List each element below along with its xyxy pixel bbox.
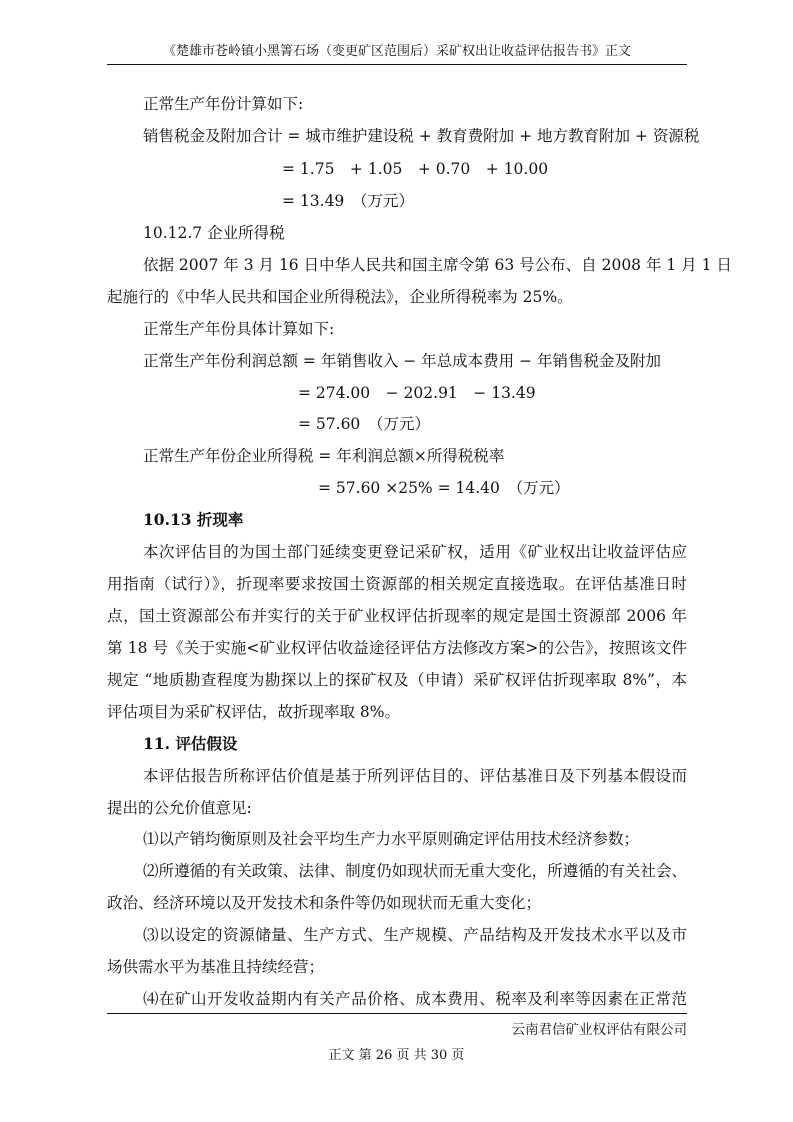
formula-line: = 274.00 − 202.91 − 13.49	[298, 384, 536, 402]
footer-company: 云南君信矿业权评估有限公司	[511, 1022, 687, 1038]
list-item-continuation: 政治、经济环境以及开发技术和条件等仍如现状而无重大变化；	[107, 894, 542, 912]
paragraph-line: 提出的公允价值意见:	[107, 799, 252, 817]
paragraph-line: 用指南（试行）》，折现率要求按国土资源部的相关规定直接选取。在评估基准日时	[107, 575, 687, 593]
list-item-continuation: 场供需水平为基准且持续经营；	[107, 958, 325, 976]
formula-line: = 1.75 + 1.05 + 0.70 + 10.00	[282, 160, 549, 178]
paragraph-line: 第 18 号《关于实施<矿业权评估收益途径评估方法修改方案>的公告》，按照该文件	[107, 639, 687, 657]
formula-line: = 57.60 （万元）	[298, 415, 431, 433]
section-heading: 11. 评估假设	[143, 734, 238, 753]
formula-line: 正常生产年份企业所得税 = 年利润总额×所得税税率	[143, 447, 505, 465]
calc-intro: 正常生产年份计算如下:	[143, 95, 304, 113]
list-item: ⑶以设定的资源储量、生产方式、生产规模、产品结构及开发技术水平以及市	[143, 926, 687, 944]
subsection-heading: 10.12.7 企业所得税	[143, 224, 285, 242]
calc-intro: 正常生产年份具体计算如下:	[143, 320, 335, 338]
section-heading: 10.13 折现率	[143, 510, 244, 529]
formula-line: = 13.49 （万元）	[282, 192, 415, 210]
formula-line: = 57.60 ×25% = 14.40 （万元）	[318, 479, 570, 497]
list-item: ⑷在矿山开发收益期内有关产品价格、成本费用、税率及利率等因素在正常范	[143, 990, 687, 1008]
running-header: 《楚雄市苍岭镇小黑箐石场（变更矿区范围后）采矿权出让收益评估报告书》正文	[162, 44, 631, 59]
formula-line: 销售税金及附加合计 = 城市维护建设税 + 教育费附加 + 地方教育附加 + 资源税	[143, 127, 700, 145]
list-item: ⑵所遵循的有关政策、法律、制度仍如现状而无重大变化，所遵循的有关社会、	[143, 862, 687, 880]
list-item: ⑴以产销均衡原则及社会平均生产力水平原则确定评估用技术经济参数；	[143, 830, 640, 848]
paragraph-line: 点，国土资源部公布并实行的关于矿业权评估折现率的规定是国土资源部 2006 年	[107, 607, 687, 625]
header-rule	[107, 64, 687, 65]
paragraph-line: 规定 “地质勘查程度为勘探以上的探矿权及（申请）采矿权评估折现率取 8%”，本	[107, 671, 687, 689]
paragraph-line: 本次评估目的为国土部门延续变更登记采矿权，适用《矿业权出让收益评估应	[143, 543, 687, 561]
paragraph-line: 起施行的《中华人民共和国企业所得税法》，企业所得税率为 25%。	[107, 288, 573, 306]
paragraph-line: 评估项目为采矿权评估，故折现率取 8%。	[107, 703, 401, 721]
formula-line: 正常生产年份利润总额 = 年销售收入 − 年总成本费用 − 年销售税金及附加	[143, 352, 662, 370]
paragraph-line: 本评估报告所称评估价值是基于所列评估目的、评估基准日及下列基本假设而	[143, 767, 687, 785]
page-number: 正文 第 26 页 共 30 页	[328, 1048, 465, 1063]
footer-rule	[107, 1013, 687, 1014]
paragraph-line: 依据 2007 年 3 月 16 日中华人民共和国主席令第 63 号公布、自 2008 年 1 月 1 日	[143, 256, 732, 274]
